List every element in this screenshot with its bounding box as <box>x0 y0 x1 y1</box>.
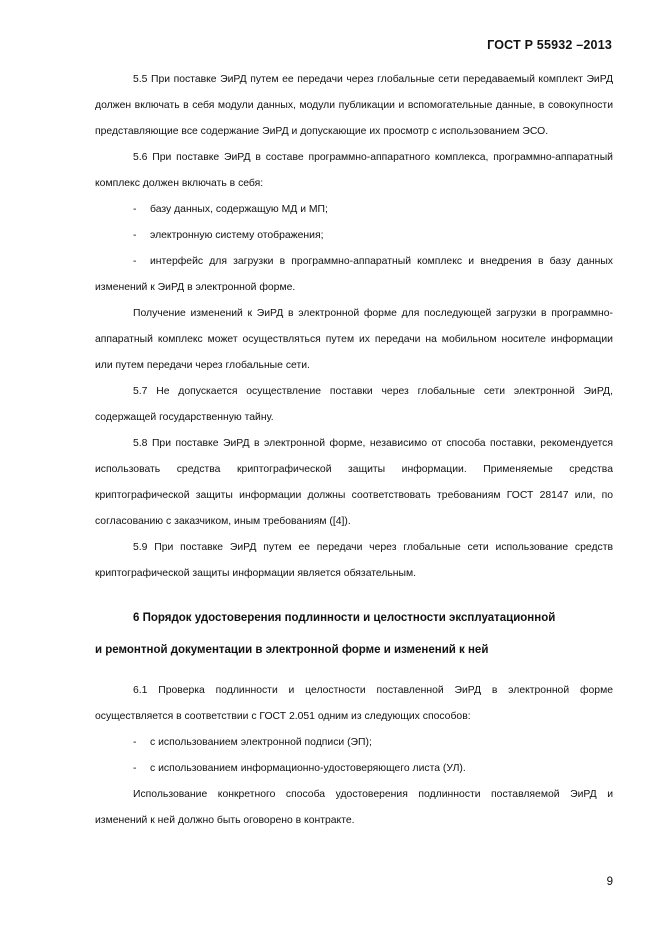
list-dash: - <box>133 737 137 748</box>
list-dash: - <box>133 230 137 241</box>
paragraph-5-9: 5.9 При поставке ЭиРД путем ее передачи через глобальные сети использование средств криптографической защиты информации является обязательным. <box>95 542 613 579</box>
list-item-text: электронную систему отображения; <box>150 230 324 241</box>
list-item <box>95 197 613 223</box>
page-body <box>95 67 613 834</box>
list-item <box>95 756 613 782</box>
list-dash: - <box>133 763 137 774</box>
list-dash: - <box>133 204 137 215</box>
section-6-title-line-2: и ремонтной документации в электронной форме и изменений к ней <box>95 644 489 656</box>
paragraph-5-8: 5.8 При поставке ЭиРД в электронной форме, независимо от способа поставки, рекомендуется использовать средства криптографической защиты информации. Применяемые средства криптографической защиты информации должны соответствовать требованиям ГОСТ 28147 или, по согласованию с заказчиком, иным требованиям ([4]). <box>95 438 613 527</box>
paragraph-5-7: 5.7 Не допускается осуществление поставки через глобальные сети электронной ЭиРД, содержащей государственную тайну. <box>95 386 613 423</box>
standard-header: ГОСТ Р 55932 –2013 <box>487 38 612 52</box>
list-dash: - <box>133 256 137 267</box>
list-item-text: с использованием информационно-удостоверяющего листа (УЛ). <box>150 763 466 774</box>
list-item <box>95 249 613 301</box>
list-item <box>95 730 613 756</box>
paragraph-receive-changes: Получение изменений к ЭиРД в электронной форме для последующей загрузки в программно-аппаратный комплекс может осуществляться путем их передачи на мобильном носителе информации или путем передачи через глобальные сети. <box>95 308 613 371</box>
paragraph-5-6: 5.6 При поставке ЭиРД в составе программно-аппаратного комплекса, программно-аппаратный комплекс должен включать в себя: <box>95 152 613 189</box>
list-item-text: базу данных, содержащую МД и МП; <box>150 204 328 215</box>
page-number: 9 <box>606 876 613 888</box>
list-item <box>95 223 613 249</box>
list-item-text: интерфейс для загрузки в программно-аппаратный комплекс и внедрения в базу данных изменений к ЭиРД в электронной форме. <box>95 256 613 293</box>
list-item-text: с использованием электронной подписи (ЭП); <box>150 737 372 748</box>
paragraph-5-5: 5.5 При поставке ЭиРД путем ее передачи через глобальные сети передаваемый комплект ЭиРД должен включать в себя модули данных, модули публикации и вспомогательные данные, в совокупности представляющие все содержание ЭиРД и допускающие их просмотр с использованием ЭСО. <box>95 74 613 137</box>
paragraph-6-1: 6.1 Проверка подлинности и целостности поставленной ЭиРД в электронной форме осуществляется в соответствии с ГОСТ 2.051 одним из следующих способов: <box>95 685 613 722</box>
section-6-title-line-1: 6 Порядок удостоверения подлинности и целостности эксплуатационной <box>133 612 556 624</box>
paragraph-usage: Использование конкретного способа удостоверения подлинности поставляемой ЭиРД и изменений к ней должно быть оговорено в контракте. <box>95 789 613 826</box>
